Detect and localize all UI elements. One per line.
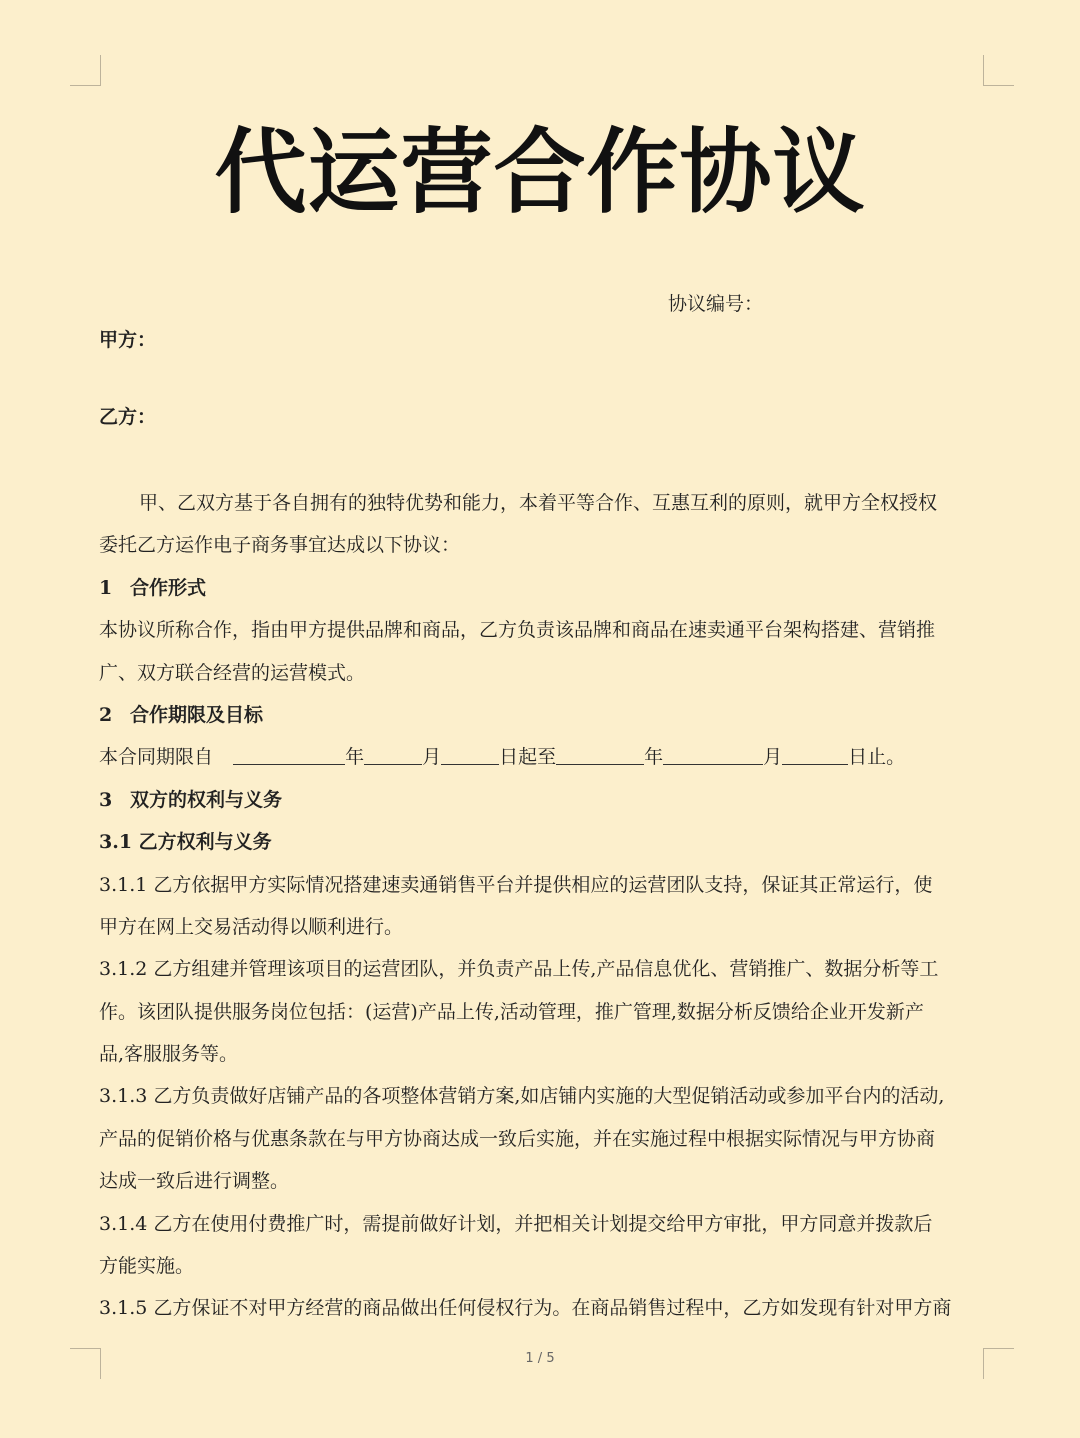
section-3-1-heading: 3.1 乙方权利与义务 [99, 831, 272, 854]
clause-3-1-3-line: 达成一致后进行调整。 [99, 1170, 290, 1193]
end-year-blank [556, 742, 644, 765]
clause-3-1-2-line: 品,客服服务等。 [99, 1043, 239, 1066]
contract-term-line [99, 736, 984, 778]
start-year-blank [233, 742, 345, 765]
end-day-blank [782, 742, 848, 765]
party-b-label: 乙方： [99, 406, 157, 428]
crop-mark-top-right [983, 55, 1014, 86]
term-month-label: 月 [422, 746, 442, 769]
term-prefix: 本合同期限自 [99, 746, 214, 769]
term-month2-label: 月 [763, 746, 783, 769]
party-a-label: 甲方： [99, 329, 157, 351]
clause-3-1-1-line: 甲方在网上交易活动得以顺利进行。 [99, 915, 404, 938]
section-title: 双方的权利与义务 [130, 788, 283, 811]
clause-3-1-2-line: 作。该团队提供服务岗位包括：(运营)产品上传,活动管理，推广管理,数据分析反馈给企业开发新产 [99, 1000, 924, 1023]
document-body [99, 482, 984, 1330]
section-number: 2 [99, 703, 113, 726]
document-title: 代运营合作协议 [214, 119, 866, 226]
intro-paragraph-line: 委托乙方运作电子商务事宜达成以下协议： [99, 534, 461, 557]
agreement-number-label: 协议编号： [668, 293, 764, 315]
intro-paragraph-line: 甲、乙双方基于各自拥有的独特优势和能力，本着平等合作、互惠互利的原则，就甲方全权授权 [139, 492, 938, 514]
section-number: 1 [99, 576, 113, 599]
section-1-text-line: 本协议所称合作，指由甲方提供品牌和商品，乙方负责该品牌和商品在速卖通平台架构搭建、营销推 [99, 619, 936, 642]
section-1-text-line: 广、双方联合经营的运营模式。 [99, 661, 366, 684]
page-indicator: 1 / 5 [525, 1351, 555, 1366]
clause-3-1-4-line: 3.1.4 乙方在使用付费推广时，需提前做好计划，并把相关计划提交给甲方审批，甲方同意并拨款后 [99, 1212, 933, 1235]
term-end-label: 日止。 [848, 746, 906, 769]
section-number: 3 [99, 788, 113, 811]
section-title: 合作形式 [130, 576, 207, 599]
clause-3-1-3-line: 产品的促销价格与优惠条款在与甲方协商达成一致后实施，并在实施过程中根据实际情况与甲方协商 [99, 1127, 936, 1150]
section-title: 合作期限及目标 [130, 703, 264, 726]
section-1-heading [99, 567, 984, 609]
crop-mark-top-left [70, 55, 101, 86]
term-from-label: 日起至 [499, 746, 557, 769]
term-year-label: 年 [345, 746, 365, 769]
end-month-blank [663, 742, 763, 765]
section-3-heading [99, 779, 984, 821]
clause-3-1-3-line: 3.1.3 乙方负责做好店铺产品的各项整体营销方案,如店铺内实施的大型促销活动或参加平台内的活动, [99, 1085, 945, 1108]
start-month-blank [364, 742, 422, 765]
term-year2-label: 年 [644, 746, 664, 769]
clause-3-1-1-line: 3.1.1 乙方依据甲方实际情况搭建速卖通销售平台并提供相应的运营团队支持，保证其正常运行，使 [99, 873, 933, 896]
start-day-blank [441, 742, 499, 765]
clause-3-1-4-line: 方能实施。 [99, 1255, 195, 1278]
section-2-heading [99, 694, 984, 736]
clause-3-1-2-line: 3.1.2 乙方组建并管理该项目的运营团队，并负责产品上传,产品信息优化、营销推广、数据分析等工 [99, 958, 939, 981]
clause-3-1-5-line: 3.1.5 乙方保证不对甲方经营的商品做出任何侵权行为。在商品销售过程中，乙方如发现有针对甲方商 [99, 1297, 952, 1320]
